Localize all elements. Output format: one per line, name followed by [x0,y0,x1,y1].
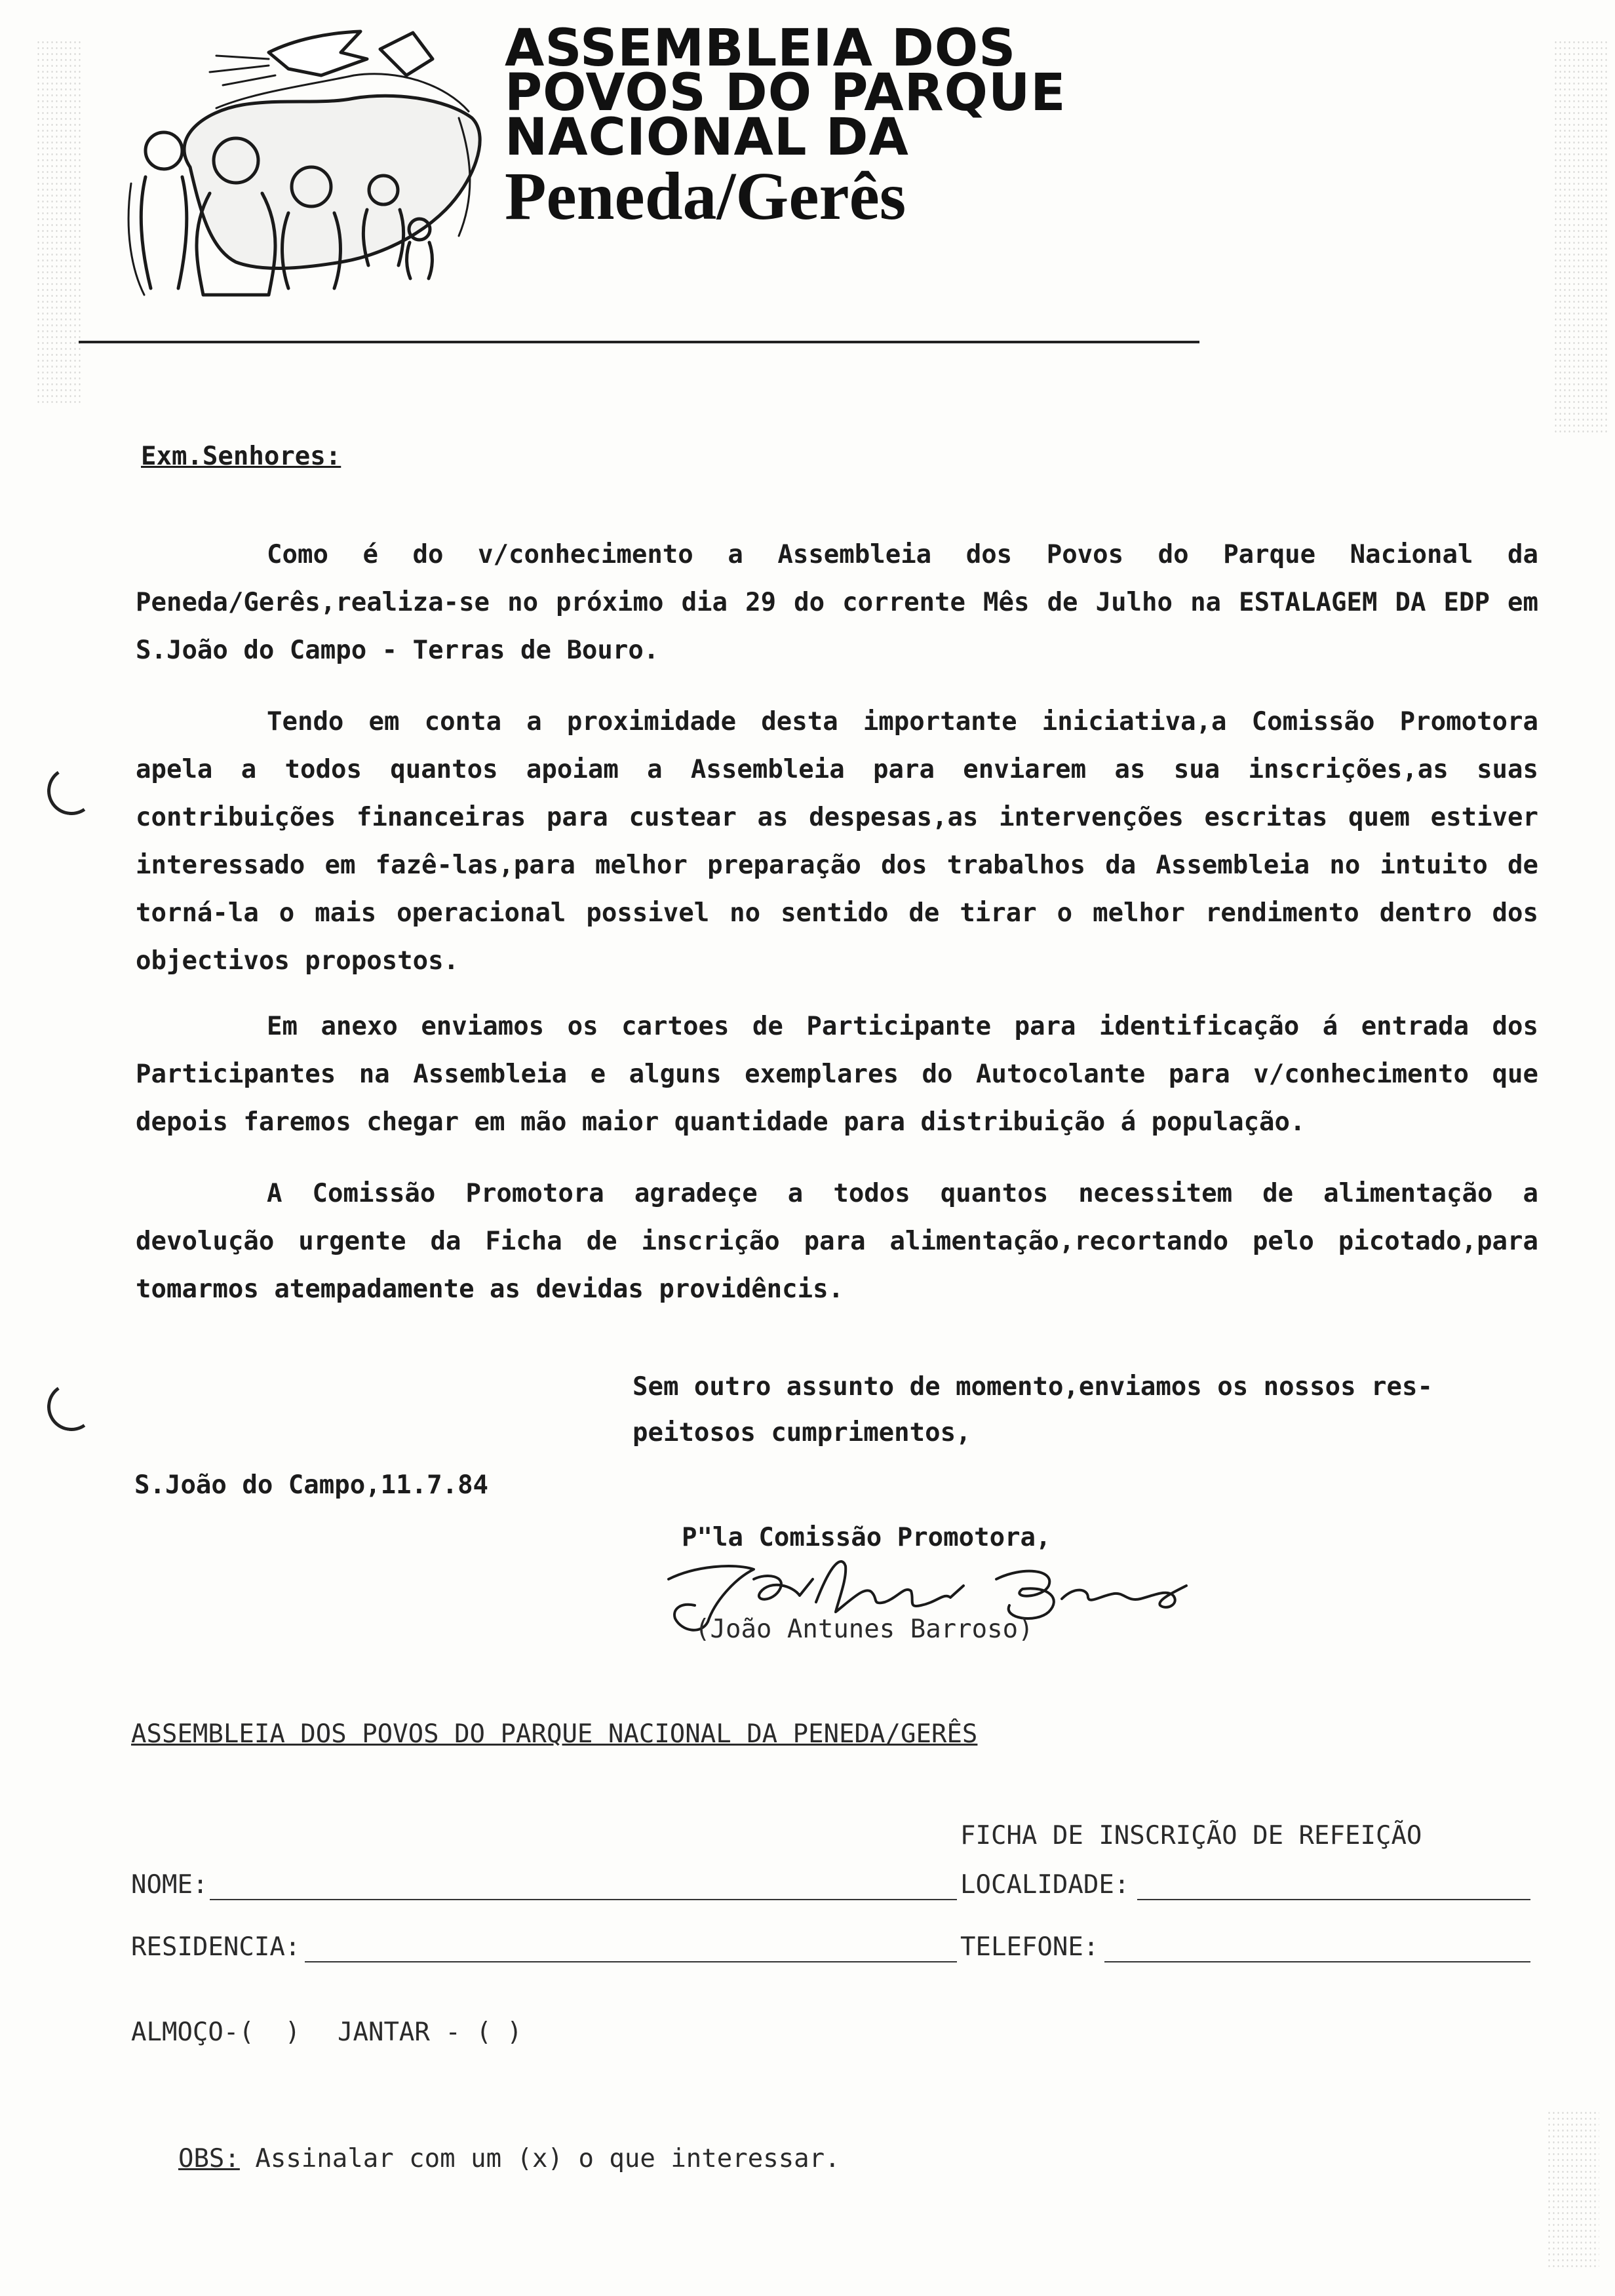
telefone-label: TELEFONE: [960,1932,1099,1962]
signature-on-behalf: P"la Comissão Promotora, [682,1523,1051,1552]
form-note-text: Assinalar com um (x) o que interessar. [239,2144,840,2173]
letterhead-title-line-3: NACIONAL DA [505,108,909,167]
nome-label: NOME: [131,1870,208,1900]
scan-edge-left [36,39,82,406]
telefone-field[interactable] [1104,1961,1530,1962]
closing-line-2: peitosos cumprimentos, [632,1418,971,1447]
punch-hole-top [43,763,100,819]
punch-hole-bottom [43,1379,100,1435]
people-and-doves-logo-icon [105,13,498,321]
form-note-label: OBS: [178,2144,240,2173]
closing-line-1: Sem outro assunto de momento,enviamos os nossos res- [632,1372,1433,1402]
almoco-checkbox[interactable]: ALMOÇO-( ) [131,2018,301,2047]
letterhead-title [505,19,1258,167]
body-paragraph-4: A Comissão Promotora agradeçe a todos quantos necessitem de alimentação a devolução urgente da Ficha de inscrição para alimentação,recortando pelo picotado,para tomarmos atempadamente as devidas providêncis. [136,1179,1538,1304]
residencia-field[interactable] [305,1961,957,1962]
form-note [147,2087,840,2183]
jantar-checkbox[interactable]: JANTAR - ( ) [338,2018,522,2047]
signatory-name: (João Antunes Barroso) [695,1615,1034,1644]
scan-edge-bottom-right [1547,2110,1599,2267]
body-paragraph-1: Como é do v/conhecimento a Assembleia dos Povos do Parque Nacional da Peneda/Gerês,realiza-se no próximo dia 29 do corrente Mês de Julho na ESTALAGEM DA EDP em S.João do Campo - Terras de Bouro. [136,540,1538,665]
place-date: S.João do Campo,11.7.84 [134,1470,489,1500]
form-title: FICHA DE INSCRIÇÃO DE REFEIÇÃO [960,1821,1422,1850]
letterhead-title-line-1: ASSEMBLEIA DOS [505,19,1017,78]
salutation: Exm.Senhores: [141,442,341,471]
letterhead-subtitle: Peneda/Gerês [505,159,906,234]
form-header: ASSEMBLEIA DOS POVOS DO PARQUE NACIONAL DA PENEDA/GERÊS [131,1719,978,1749]
localidade-label: LOCALIDADE: [960,1870,1130,1900]
residencia-label: RESIDENCIA: [131,1932,301,1962]
body-paragraph-3: Em anexo enviamos os cartoes de Participante para identificação á entrada dos Participantes na Assembleia e alguns exemplares do Autocolante para v/conhecimento que depois faremos chegar em mão maior quantidade para distribuição á população. [136,1012,1538,1137]
nome-field[interactable] [210,1899,957,1900]
body-paragraph-2: Tendo em conta a proximidade desta importante iniciativa,a Comissão Promotora apela a todos quantos apoiam a Assembleia para enviarem as sua inscrições,as suas contribuições financeiras para custear as despesas,as intervenções escritas quem estiver interessado em fazê-las,para melhor preparação dos trabalhos da Assembleia no intuito de torná-la o mais operacional possivel no sentido de tirar o melhor rendimento dentro dos objectivos propostos. [136,707,1538,976]
letterhead-rule [79,341,1199,343]
letterhead-title-line-2: POVOS DO PARQUE [505,64,1066,123]
localidade-field[interactable] [1137,1899,1530,1900]
scan-edge-right [1553,39,1609,432]
